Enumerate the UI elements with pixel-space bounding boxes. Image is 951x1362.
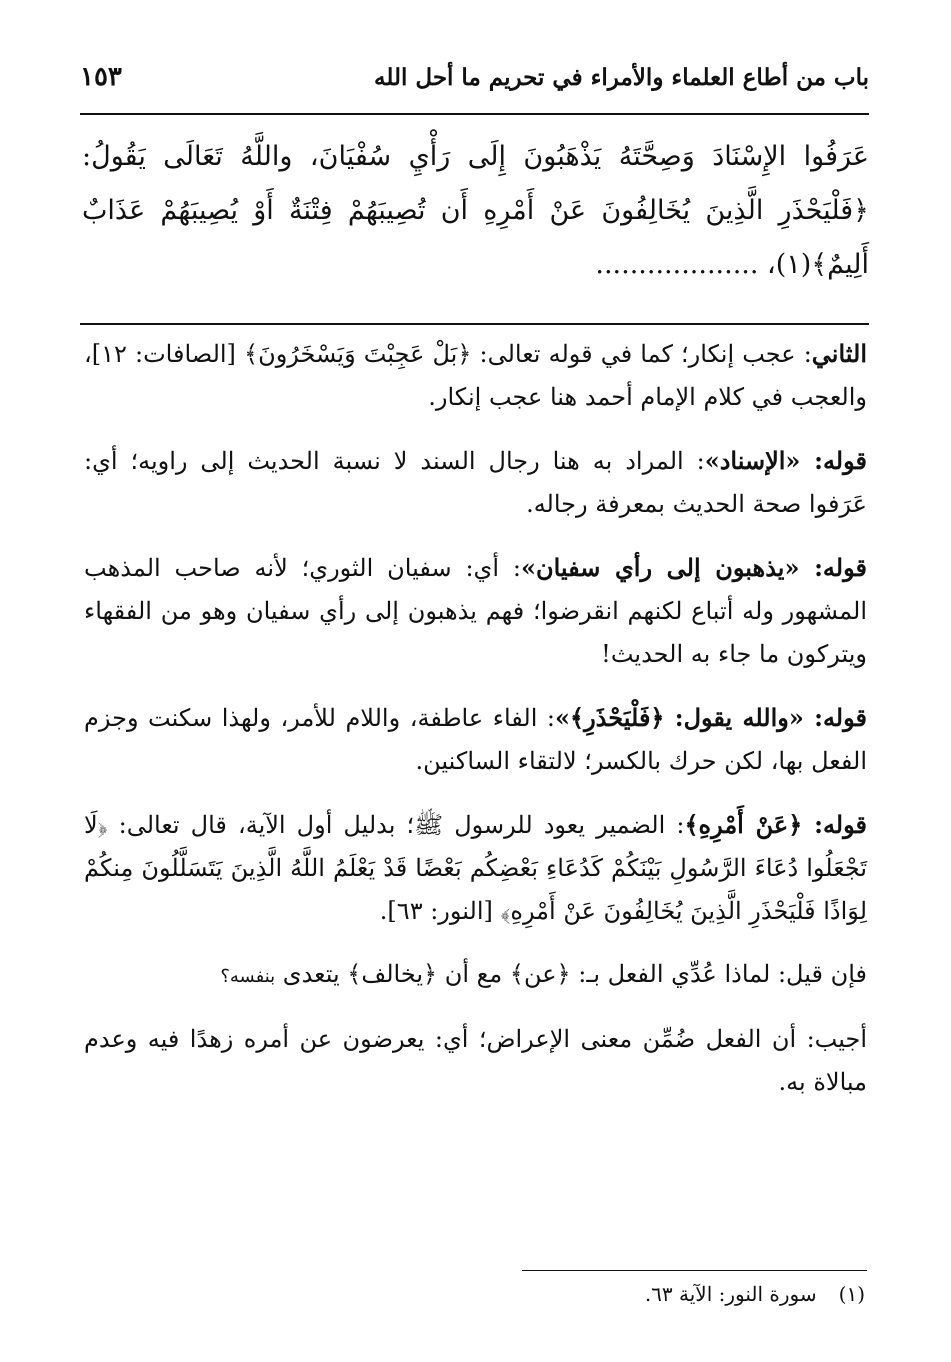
paragraph-text: : الفاء عاطفة، واللام للأمر، ولهذا سكنت وجزم الفعل بها، لكن حرك بالكسر؛ لالتقاء الساكنين. [84,704,867,775]
commentary [84,332,867,1124]
paragraph-lead: الثاني [811,339,867,368]
matn-separator-rule [80,323,869,325]
paragraph-text: أجيب: أن الفعل ضُمِّن معنى الإعراض؛ أي: يعرضون عن أمره زهدًا فيه وعدم مبالاة به. [84,1025,867,1096]
paragraph-text: : أي: سفيان الثوري؛ لأنه صاحب المذهب المشهور وله أتباع لكنهم انقرضوا؛ فهم يذهبون إلى رأي سفيان وهو من الفقهاء ويتركون ما جاء به الحديث! [84,554,867,668]
paragraph-lead: قوله: «والله يقول: ﴿فَلْيَحْذَرِ﴾» [555,703,867,732]
header-rule [80,113,869,115]
page-header [78,62,869,102]
commentary-paragraph [84,953,867,998]
matn-quote: عَرَفُوا الإِسْنَادَ وَصِحَّتَهُ يَذْهَبُونَ إِلَى رَأْيِ سُفْيَانَ، واللَّهُ تَعَالَى يَقُولُ: ﴿فَلْيَحْذَرِ الَّذِينَ يُخَالِفُونَ عَنْ أَمْرِهِ أَن تُصِيبَهُمْ فِتْنَةٌ أَوْ يُصِيبَهُمْ عَذَابٌ أَلِيمٌ﴾(١)، ................... [82,141,869,280]
running-title: باب من أطاع العلماء والأمراء في تحريم ما أحل الله [374,64,869,91]
commentary-paragraph [84,546,867,676]
footnote-rule [522,1270,867,1271]
commentary-paragraph [84,439,867,526]
paragraph-lead: قوله: «يذهبون إلى رأي سفيان» [520,553,867,582]
footnote-text: سورة النور: الآية ٦٣. [644,1282,817,1306]
paragraph-text: : المراد به هنا رجال السند لا نسبة الحديث إلى راويه؛ أي: عَرَفوا صحة الحديث بمعرفة رجاله. [84,447,867,518]
footnote-number: (١) [838,1282,865,1306]
page-number: ١٥٣ [80,62,122,92]
paragraph-last-word: بنفسه؟ [220,966,276,987]
paragraph-text: فإن قيل: لماذا عُدِّي الفعل بـ: ﴿عن﴾ مع أن ﴿يخالف﴾ يتعدى [282,960,867,988]
paragraph-lead: قوله: ﴿عَنْ أَمْرِهِ﴾ [684,810,867,839]
paragraph-text: : عجب إنكار؛ كما في قوله تعالى: ﴿بَلْ عَجِبْتَ وَيَسْخَرُونَ﴾ [الصافات: ١٢]، والعجب في كلام الإمام أحمد هنا عجب إنكار. [84,340,867,411]
paragraph-text: : الضمير يعود للرسول ﷺ؛ بدليل أول الآية، قال تعالى: ﴿لَا تَجْعَلُوا دُعَاءَ الرَّسُولِ بَيْنَكُمْ كَدُعَاءِ بَعْضِكُم بَعْضًا قَدْ يَعْلَمُ اللَّهُ الَّذِينَ يَتَسَلَّلُونَ مِنكُمْ لِوَاذًا فَلْيَحْذَرِ الَّذِينَ يُخَالِفُونَ عَنْ أَمْرِهِ﴾ [النور: ٦٣]. [84,811,867,925]
commentary-paragraph [84,696,867,783]
commentary-paragraph [84,1018,867,1104]
commentary-paragraph [84,803,867,933]
footnote [645,1280,865,1308]
paragraph-lead: قوله: «الإسناد» [704,446,867,475]
commentary-paragraph [84,332,867,419]
